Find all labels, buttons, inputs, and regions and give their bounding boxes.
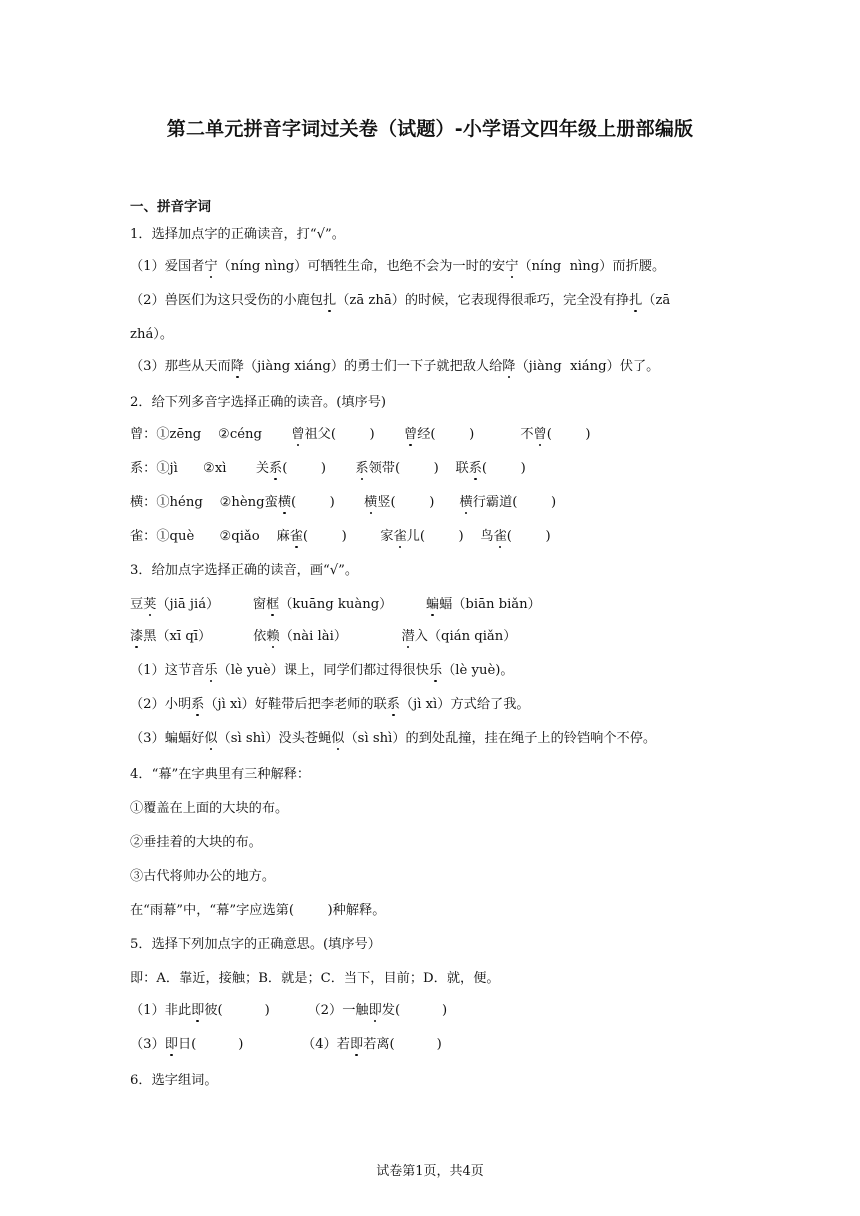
dotted-character: 降 bbox=[230, 359, 244, 374]
q4-option-1: ①覆盖在上面的大块的布。 bbox=[130, 801, 289, 816]
q3-stem: 3．给加点字选择正确的读音，画“√”。 bbox=[130, 563, 359, 578]
section-heading: 一、拼音字词 bbox=[130, 199, 211, 215]
text-segment: 彼( ) （2）一触 bbox=[204, 1003, 369, 1018]
q3-row-1 bbox=[130, 596, 541, 614]
q1-item-3 bbox=[130, 358, 659, 376]
text-segment: （jiàng xiáng）伏了。 bbox=[515, 359, 660, 374]
text-segment: （jì xì）好鞋带后把李老师的联 bbox=[204, 697, 387, 712]
dotted-character: 扎 bbox=[323, 293, 337, 308]
q4-stem: 4．“幕”在字典里有三种解释： bbox=[130, 767, 311, 782]
text-segment: （jiā jiá） 窗 bbox=[156, 597, 267, 612]
text-segment: 系：①jì ②xì 关 bbox=[130, 461, 270, 476]
text-segment: 行霸道( ) bbox=[472, 495, 557, 510]
text-segment: （níng nìng）可牺牲生命，也绝不会为一时的安 bbox=[217, 259, 506, 274]
dotted-character: 框 bbox=[266, 597, 280, 612]
dotted-character: 即 bbox=[350, 1037, 364, 1052]
dotted-character: 乐 bbox=[204, 663, 218, 678]
text-segment: 日( ) （4）若 bbox=[177, 1037, 350, 1052]
text-segment: （jiàng xiáng）的勇士们一下子就把敌人给 bbox=[243, 359, 503, 374]
text-segment: （lè yuè)。 bbox=[442, 663, 514, 678]
q5-stem: 5．选择下列加点字的正确意思。(填序号） bbox=[130, 937, 381, 952]
dotted-character: 雀 bbox=[493, 529, 507, 544]
dotted-character: 宁 bbox=[204, 259, 218, 274]
dotted-character: 即 bbox=[164, 1037, 178, 1052]
text-segment: 领带( ) 联 bbox=[368, 461, 469, 476]
dotted-character: 宁 bbox=[505, 259, 519, 274]
q4-option-3: ③古代将帅办公的地方。 bbox=[130, 869, 276, 884]
dotted-character: 似 bbox=[204, 731, 218, 746]
text-segment: 祖父( ) bbox=[304, 427, 405, 442]
text-segment: （nài lài） bbox=[279, 629, 402, 644]
text-segment: 经( ) 不 bbox=[417, 427, 534, 442]
dotted-character: 曾 bbox=[533, 427, 547, 442]
text-segment: ( ) bbox=[282, 461, 356, 476]
dotted-character: 系 bbox=[468, 461, 482, 476]
q3-item-2 bbox=[130, 696, 530, 714]
dotted-character: 系 bbox=[355, 461, 369, 476]
text-segment: 儿( ) 鸟 bbox=[406, 529, 494, 544]
text-segment: （níng nìng）而折腰。 bbox=[518, 259, 666, 274]
text-segment: （jì xì）方式给了我。 bbox=[399, 697, 530, 712]
page-title: 第二单元拼音字词过关卷（试题）-小学语文四年级上册部编版 bbox=[166, 118, 694, 140]
dotted-character: 系 bbox=[191, 697, 205, 712]
dotted-character: 即 bbox=[368, 1003, 382, 1018]
dotted-character: 横 bbox=[364, 495, 378, 510]
text-segment: （1）非此 bbox=[130, 1003, 192, 1018]
text-segment: （1）爱国者 bbox=[130, 259, 205, 274]
text-segment: ( ) bbox=[506, 529, 551, 544]
dotted-character: 降 bbox=[502, 359, 516, 374]
text-segment: ( ) bbox=[291, 495, 365, 510]
text-segment: ( ) bbox=[546, 427, 591, 442]
text-segment: ( ) 家 bbox=[302, 529, 394, 544]
text-segment: （1）这节音 bbox=[130, 663, 205, 678]
dotted-character: 系 bbox=[386, 697, 400, 712]
dotted-character: 潜 bbox=[401, 629, 415, 644]
dotted-character: 乐 bbox=[428, 663, 443, 678]
q2-row-xi bbox=[130, 460, 526, 478]
text-segment: （2）小明 bbox=[130, 697, 192, 712]
q5-row-2 bbox=[130, 1036, 442, 1054]
text-segment: 若离( ) bbox=[363, 1037, 442, 1052]
text-segment: 豆 bbox=[130, 597, 144, 612]
dotted-character: 横 bbox=[459, 495, 473, 510]
q2-row-heng bbox=[130, 494, 556, 512]
page-footer: 试卷第1页，共4页 bbox=[376, 1164, 484, 1179]
q2-row-que bbox=[130, 528, 551, 546]
text-segment: （zā zhā）的时候，它表现得很乖巧，完全没有挣 bbox=[336, 293, 630, 308]
dotted-character: 横 bbox=[277, 495, 291, 510]
q1-item-2-cont: zhá）。 bbox=[130, 327, 174, 342]
text-segment: （3）那些从天而 bbox=[130, 359, 231, 374]
q2-row-zeng bbox=[130, 426, 591, 444]
text-segment: （sì shì）没头苍蝇 bbox=[217, 731, 332, 746]
text-segment: （3） bbox=[130, 1037, 165, 1052]
q1-stem: 1．选择加点字的正确读音，打“√”。 bbox=[130, 227, 345, 242]
text-segment: 曾：①zēng ②céng bbox=[130, 427, 292, 442]
q3-item-3 bbox=[130, 730, 656, 748]
text-segment: （lè yuè）课上，同学们都过得很快 bbox=[217, 663, 429, 678]
text-segment: 黑（xī qī） 依 bbox=[143, 629, 267, 644]
q4-option-2: ②垂挂着的大块的布。 bbox=[130, 835, 262, 850]
dotted-character: 雀 bbox=[393, 529, 407, 544]
text-segment: 发( ) bbox=[381, 1003, 448, 1018]
dotted-character: 扎 bbox=[629, 293, 643, 308]
text-segment: （3）蝙蝠好 bbox=[130, 731, 205, 746]
text-segment: （zā bbox=[642, 293, 671, 308]
q3-row-2 bbox=[130, 628, 516, 646]
q1-item-1 bbox=[130, 258, 665, 276]
text-segment: 蝠（biān biǎn） bbox=[439, 597, 541, 612]
dotted-character: 曾 bbox=[404, 427, 418, 442]
text-segment: 竖( ) bbox=[377, 495, 460, 510]
dotted-character: 赖 bbox=[266, 629, 280, 644]
dotted-character: 蝙 bbox=[425, 597, 440, 612]
q5-row-1 bbox=[130, 1002, 447, 1020]
text-segment: （2）兽医们为这只受伤的小鹿包 bbox=[130, 293, 324, 308]
q4-question: 在“雨幕”中，“幕”字应选第( )种解释。 bbox=[130, 903, 386, 918]
q1-item-2 bbox=[130, 292, 670, 310]
dotted-character: 漆 bbox=[130, 629, 144, 644]
dotted-character: 雀 bbox=[289, 529, 303, 544]
dotted-character: 荚 bbox=[143, 597, 157, 612]
text-segment: ( ) bbox=[481, 461, 526, 476]
text-segment: （sì shì）的到处乱撞，挂在绳子上的铃铛响个不停。 bbox=[344, 731, 657, 746]
dotted-character: 似 bbox=[331, 731, 345, 746]
text-segment: 入（qián qiǎn） bbox=[414, 629, 517, 644]
q5-definitions: 即：A．靠近，接触；B．就是；C．当下，目前；D．就，便。 bbox=[130, 971, 500, 986]
text-segment: 雀：①què ②qiǎo 麻 bbox=[130, 529, 290, 544]
q6-stem: 6．选字组词。 bbox=[130, 1073, 218, 1088]
dotted-character: 即 bbox=[191, 1003, 205, 1018]
text-segment: （kuāng kuàng） bbox=[279, 597, 426, 612]
text-segment: 横：①héng ②hèng蛮 bbox=[130, 495, 278, 510]
dotted-character: 曾 bbox=[291, 427, 305, 442]
dotted-character: 系 bbox=[269, 461, 283, 476]
q2-stem: 2．给下列多音字选择正确的读音。(填序号) bbox=[130, 395, 387, 410]
q3-item-1 bbox=[130, 662, 514, 680]
